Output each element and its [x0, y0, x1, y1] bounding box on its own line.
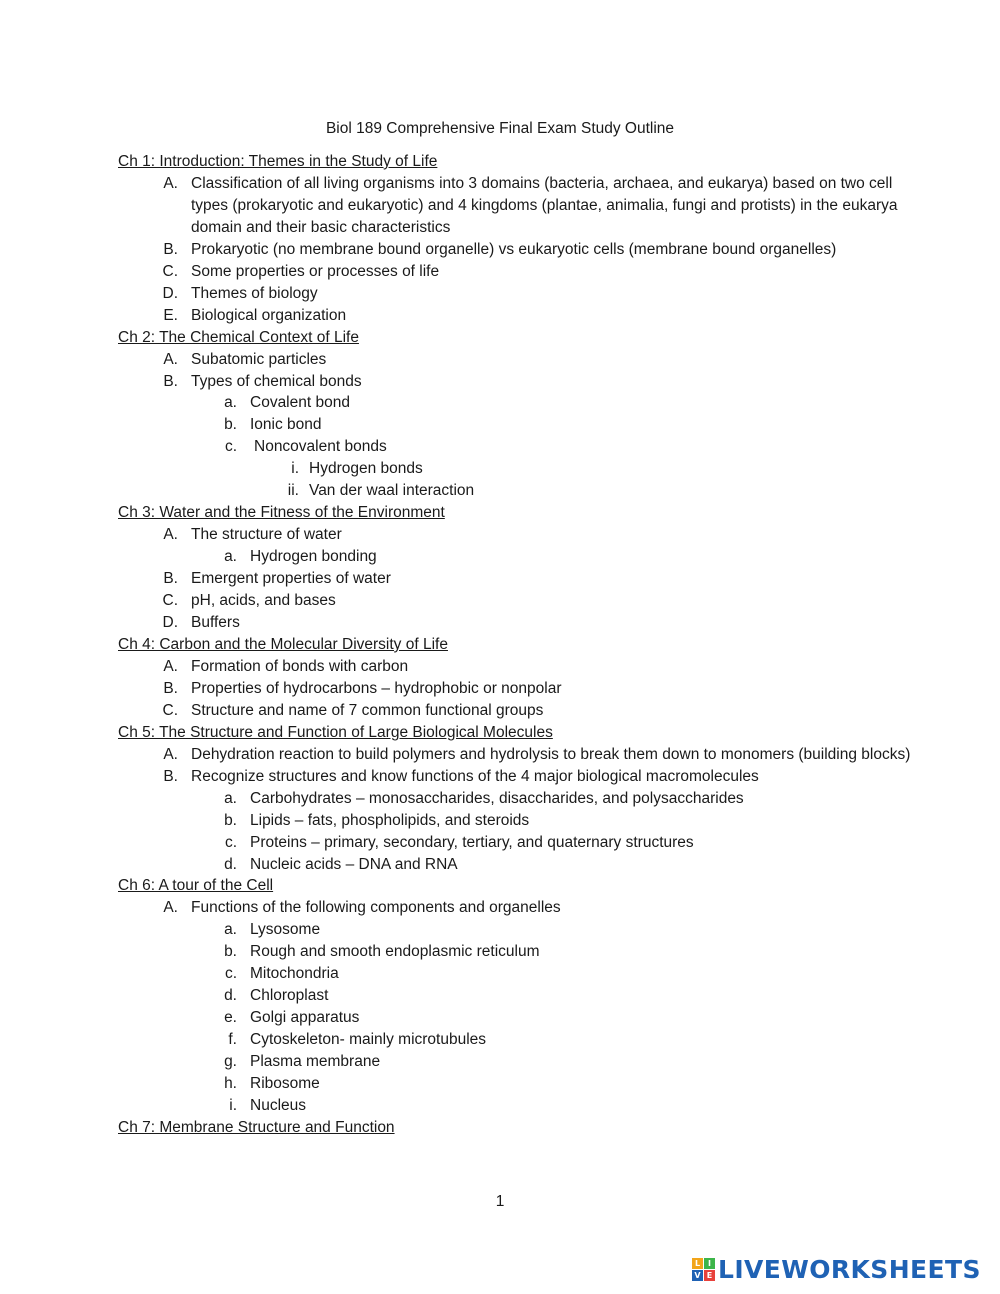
item-marker: b. [224, 811, 237, 829]
outline-subitem [118, 414, 918, 436]
outline-item [118, 349, 918, 371]
item-text: Noncovalent bonds [254, 438, 387, 456]
item-text: Lipids – fats, phospholipids, and steroids [250, 811, 530, 829]
item-marker: c. [224, 833, 237, 851]
outline-item [118, 744, 918, 766]
item-marker: ii. [287, 482, 299, 500]
item-marker: i. [229, 1096, 237, 1114]
item-text: Formation of bonds with carbon [191, 657, 409, 675]
item-text: Nucleus [250, 1096, 306, 1114]
logo-text: LIVEWORKSHEETS [718, 1254, 981, 1284]
item-text: Lysosome [250, 921, 321, 939]
item-marker: A. [163, 899, 178, 917]
item-text: Cytoskeleton- mainly microtubules [250, 1031, 487, 1049]
item-text: Structure and name of 7 common functional groups [191, 701, 544, 719]
item-marker: B. [163, 240, 178, 258]
page-number: 1 [495, 1193, 505, 1210]
outline-subitem [118, 985, 918, 1007]
item-marker: A. [163, 350, 178, 368]
logo-mark-letter: I [704, 1258, 715, 1269]
item-text: Subatomic particles [191, 350, 327, 368]
outline-item [118, 305, 918, 327]
outline-subsubitem [118, 480, 918, 502]
item-marker: b. [224, 943, 237, 961]
outline-subitem [118, 1051, 918, 1073]
item-text: Recognize structures and know functions of the 4 major biological macromolecules [191, 767, 759, 785]
item-marker: a. [224, 921, 237, 939]
item-text: Functions of the following components and organelles [191, 899, 561, 917]
item-marker: d. [224, 987, 237, 1005]
outline-item [118, 590, 918, 612]
item-text: Themes of biology [191, 284, 318, 302]
outline-subitem [118, 1073, 918, 1095]
item-marker: B. [163, 372, 178, 390]
item-marker: B. [163, 679, 178, 697]
outline-subitem [118, 436, 918, 458]
outline-item [118, 524, 918, 546]
item-text: Ionic bond [250, 416, 322, 434]
item-text: Ribosome [250, 1075, 320, 1093]
item-text: Hydrogen bonds [309, 460, 423, 478]
outline-subitem [118, 546, 918, 568]
live-mark-icon [692, 1258, 715, 1281]
outline-subitem [118, 1007, 918, 1029]
item-marker: g. [224, 1053, 237, 1071]
item-marker: A. [163, 657, 178, 675]
outline-item [118, 678, 918, 700]
item-text: Properties of hydrocarbons – hydrophobic or nonpolar [191, 679, 562, 697]
item-marker: A. [163, 526, 178, 544]
item-marker: C. [162, 701, 178, 719]
item-marker: D. [162, 284, 178, 302]
chapter-heading: Ch 7: Membrane Structure and Function [118, 1118, 395, 1136]
outline-item [118, 239, 918, 261]
liveworksheets-logo[interactable] [692, 1255, 981, 1283]
chapter-heading: Ch 4: Carbon and the Molecular Diversity of Life [118, 635, 448, 653]
outline-subitem [118, 941, 918, 963]
item-marker: a. [224, 789, 237, 807]
item-text: Hydrogen bonding [250, 548, 377, 566]
item-marker: a. [224, 394, 237, 412]
item-marker: A. [163, 174, 178, 192]
item-marker: B. [163, 767, 178, 785]
outline-item [118, 173, 918, 239]
item-marker: A. [163, 745, 178, 763]
item-marker: i. [291, 460, 299, 478]
item-text: pH, acids, and bases [191, 592, 336, 610]
item-marker: E. [163, 306, 178, 324]
chapter-heading: Ch 1: Introduction: Themes in the Study of Life [118, 153, 438, 170]
item-text: Carbohydrates – monosaccharides, disaccharides, and polysaccharides [250, 789, 744, 807]
item-text: Rough and smooth endoplasmic reticulum [250, 943, 540, 961]
item-text: Proteins – primary, secondary, tertiary, and quaternary structures [250, 833, 694, 851]
outline-item [118, 283, 918, 305]
outline-subitem [118, 832, 918, 854]
item-text: Buffers [191, 614, 240, 632]
item-text: The structure of water [191, 526, 342, 544]
item-marker: e. [224, 1009, 237, 1027]
item-text: Prokaryotic (no membrane bound organelle) vs eukaryotic cells (membrane bound organelles) [191, 240, 837, 258]
outline-subitem [118, 963, 918, 985]
chapter-heading: Ch 5: The Structure and Function of Large Biological Molecules [118, 723, 553, 741]
item-marker: c. [224, 965, 237, 983]
item-marker: D. [162, 614, 178, 632]
item-text: Mitochondria [250, 965, 339, 983]
item-marker: f. [228, 1031, 237, 1049]
item-text: Emergent properties of water [191, 570, 391, 588]
outline-item [118, 261, 918, 283]
outline-item [118, 766, 918, 788]
logo-mark-letter: L [692, 1258, 703, 1269]
item-marker: C. [162, 592, 178, 610]
item-marker: C. [162, 262, 178, 280]
item-text: Van der waal interaction [309, 482, 475, 500]
chapter-heading: Ch 6: A tour of the Cell [118, 877, 274, 895]
outline-subitem [118, 1095, 918, 1117]
item-text: Nucleic acids – DNA and RNA [250, 855, 458, 873]
item-text: Biological organization [191, 306, 347, 324]
outline-item [118, 612, 918, 634]
logo-mark-letter: V [692, 1270, 703, 1281]
page-title: Biol 189 Comprehensive Final Exam Study Outline [325, 120, 675, 137]
item-text: Covalent bond [250, 394, 350, 412]
item-marker: b. [224, 416, 237, 434]
outline-subitem [118, 392, 918, 414]
outline-subitem [118, 919, 918, 941]
outline-subitem [118, 854, 918, 876]
outline-item [118, 897, 918, 919]
outline-item [118, 371, 918, 393]
item-text: Classification of all living organisms into 3 domains (bacteria, archaea, and eukarya) based on two cell types (prokaryotic and eukaryotic) and 4 kingdoms (plantae, animalia, fungi and protists) in the eukarya domain and their basic characteristics [191, 174, 898, 236]
item-marker: a. [224, 548, 237, 566]
item-text: Types of chemical bonds [191, 372, 362, 390]
outline-subitem [118, 1029, 918, 1051]
outline-subitem [118, 788, 918, 810]
item-marker: d. [224, 855, 237, 873]
item-text: Some properties or processes of life [191, 262, 440, 280]
outline-subsubitem [118, 458, 918, 480]
outline-item [118, 656, 918, 678]
outline-subitem [118, 810, 918, 832]
logo-mark-letter: E [704, 1270, 715, 1281]
item-marker: c. [224, 438, 237, 456]
item-text: Dehydration reaction to build polymers and hydrolysis to break them down to monomers (building blocks) [191, 745, 911, 763]
item-text: Golgi apparatus [250, 1009, 360, 1027]
chapter-heading: Ch 2: The Chemical Context of Life [118, 328, 359, 346]
item-text: Chloroplast [250, 987, 329, 1005]
item-marker: B. [163, 570, 178, 588]
item-marker: h. [224, 1075, 237, 1093]
study-outline [118, 151, 918, 1139]
item-text: Plasma membrane [250, 1053, 381, 1071]
chapter-heading: Ch 3: Water and the Fitness of the Environment [118, 504, 445, 522]
outline-item [118, 568, 918, 590]
outline-item [118, 700, 918, 722]
